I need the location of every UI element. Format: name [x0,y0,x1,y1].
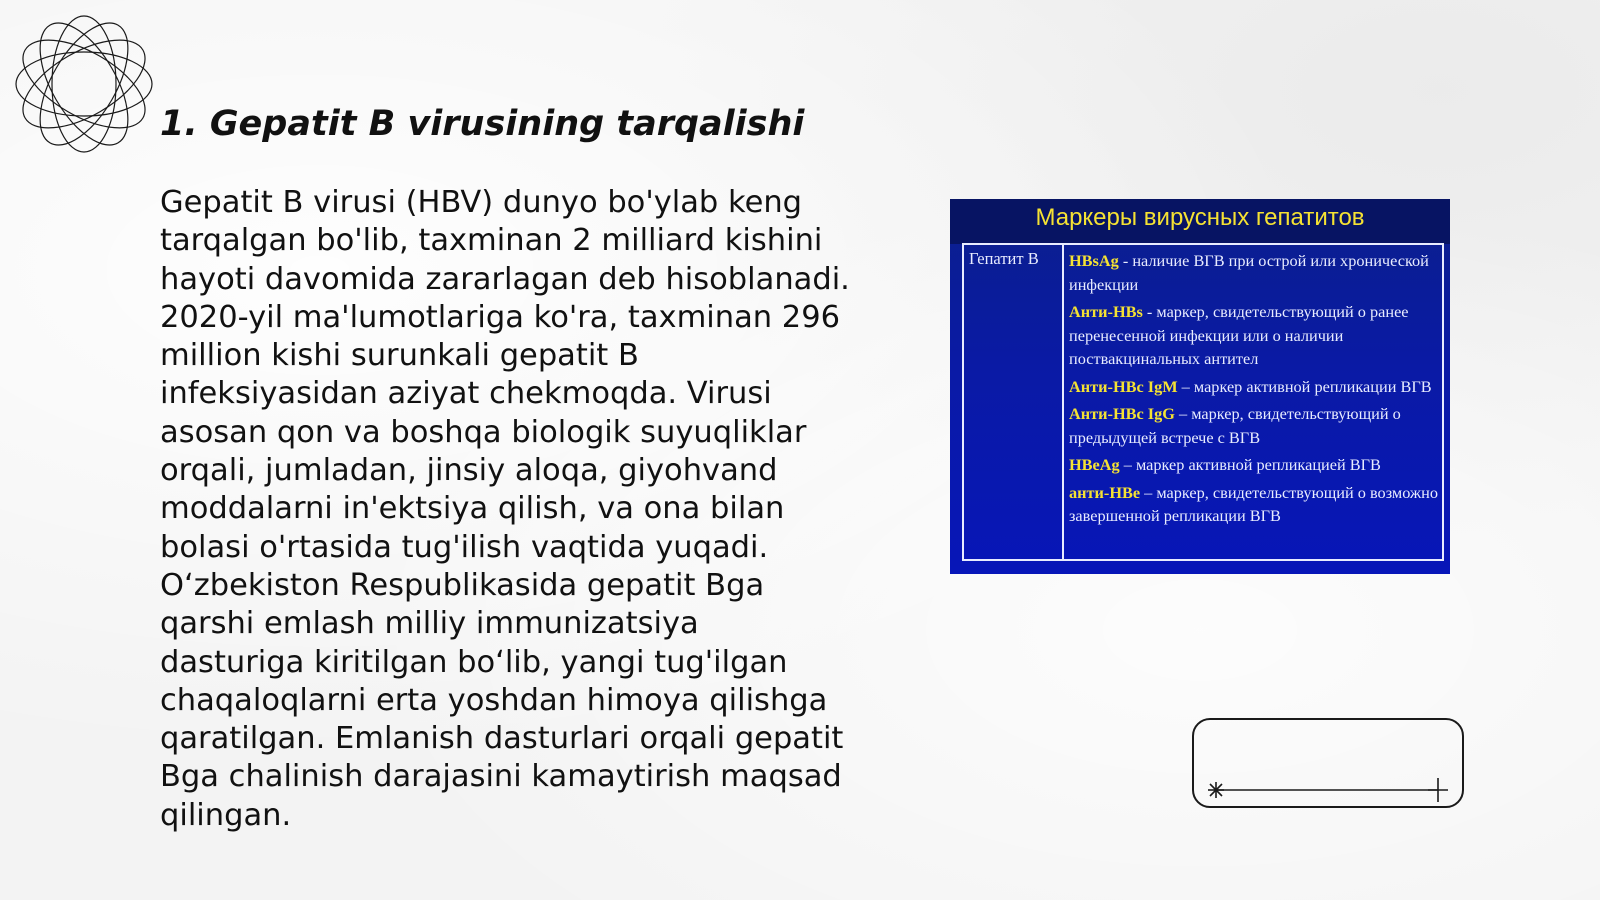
marker-term: Анти-HBc IgM [1069,376,1178,396]
marker-item [1069,300,1441,371]
decorative-frame [1192,718,1464,808]
plus-icon [1428,778,1448,802]
marker-item [1069,453,1441,477]
slide-title: 1. Gepatit B virusining tarqalishi [160,104,805,144]
marker-term: HBeAg [1069,455,1120,474]
marker-item [1069,375,1441,399]
sparkle-icon [1208,782,1224,798]
marker-term: Анти-HBc IgG [1069,404,1175,423]
marker-term: HBsAg [1069,251,1119,270]
figure-title: Маркеры вирусных гепатитов [1035,204,1365,231]
orbit-rings-icon [10,10,158,158]
marker-description: – маркер, свидетельствующий о предыдущей встрече с ВГВ [1069,404,1401,447]
marker-description: – маркер, свидетельствующий о возможно завершенной репликации ВГВ [1069,482,1439,525]
body-paragraph: Gepatit B virusi (HBV) dunyo bo'ylab keng tarqalgan bo'lib, taxminan 2 milliard kishini hayoti davomida zararlagan deb hisoblanadi. 2020-yil ma'lumotlariga ko'ra, taxminan 296 million kishi surunkali gepatit B infeksiyasidan aziyat chekmoqda. Virusi asosan qon va boshqa biologik suyuqliklar orqali, jumladan, jinsiy aloqa, giyohvand moddalarni in'ektsiya qilish, va ona bilan bolasi o'rtasida tug'ilish vaqtida yuqadi. O‘zbekiston Respublikasida gepatit Bga qarshi emlash milliy immunizatsiya dasturiga kiritilgan bo‘lib, yangi tug'ilgan chaqaloqlarni erta yoshdan himoya qilishga qaratilgan. Emlanish dasturlari orqali gepatit Bga chalinish darajasini kamaytirish maqsad qilingan. [160,185,850,833]
hepatitis-markers-figure [950,199,1450,574]
marker-term: Анти-HBs [1069,302,1143,321]
table-row-header: Гепатит В [969,249,1039,268]
marker-item [1069,249,1441,296]
marker-item [1069,481,1441,528]
marker-description: – маркер активной репликации ВГВ [1177,376,1432,396]
marker-description: – маркер активной репликацией ВГВ [1119,455,1381,474]
marker-description: - наличие ВГВ при острой или хронической инфекции [1069,251,1429,294]
table-divider [1062,245,1064,559]
marker-item [1069,402,1441,449]
marker-table [962,243,1444,561]
marker-term: анти-HBe [1069,482,1141,502]
marker-list [1069,249,1441,532]
marker-description: - маркер, свидетельствующий о ранее перенесенной инфекции или о наличии поствакцинальных антител [1069,302,1409,368]
